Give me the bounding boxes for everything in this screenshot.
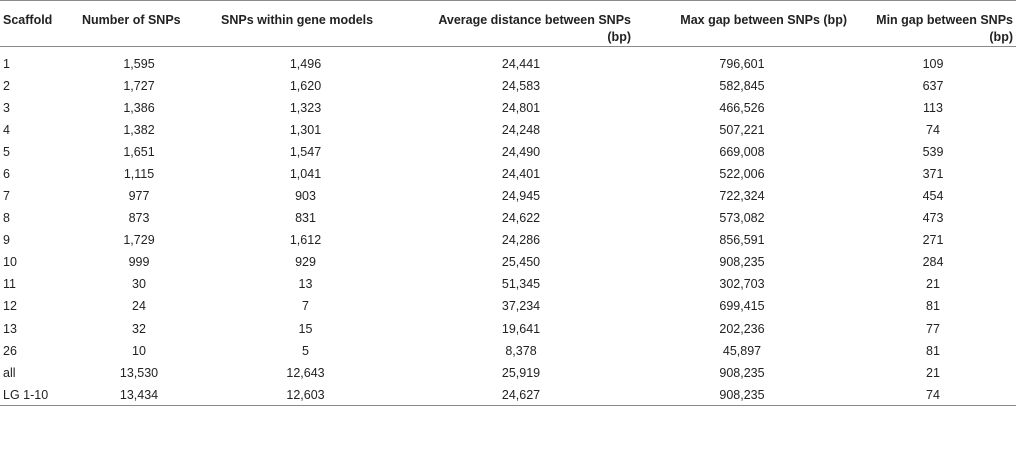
table-cell: 24,622 [501, 211, 541, 226]
table-cell: 1,612 [289, 233, 322, 248]
table-cell: 1,115 [123, 166, 155, 181]
table-row [0, 273, 1016, 295]
table-cell: 51,345 [501, 277, 541, 292]
table-cell: 522,006 [719, 166, 765, 181]
table-cell: 1,620 [289, 78, 322, 93]
table-cell: 908,235 [719, 255, 765, 270]
table-row [0, 362, 1016, 384]
table-body [0, 47, 1016, 406]
table-row [0, 340, 1016, 362]
table-row [0, 97, 1016, 119]
table-cell: 13 [298, 277, 313, 292]
table-cell: 473 [922, 211, 944, 226]
table-cell: 109 [922, 56, 944, 71]
table-cell: 26 [3, 343, 17, 358]
table-cell: 25,919 [501, 365, 541, 380]
table-cell: 24,583 [501, 78, 541, 93]
table-cell: 977 [128, 189, 150, 204]
table-cell: 466,526 [719, 100, 765, 115]
table-cell: 13 [3, 321, 17, 336]
table-row [0, 163, 1016, 185]
table-cell: all [3, 365, 16, 380]
table-cell: 271 [922, 233, 944, 248]
header-row [0, 1, 1016, 47]
table-cell: 539 [922, 144, 944, 159]
table-cell: 24,248 [501, 122, 541, 137]
table-cell: 202,236 [719, 321, 765, 336]
table-cell: 1,323 [289, 100, 322, 115]
table-cell: 1,651 [123, 144, 155, 159]
table-cell: 371 [922, 166, 944, 181]
table-cell: 856,591 [719, 233, 765, 248]
table-cell: 5 [302, 343, 309, 358]
table-row [0, 207, 1016, 229]
table-cell: 1,386 [123, 100, 155, 115]
header-average-distance: Average distance between SNPs (bp) [438, 13, 631, 44]
table-cell: 831 [295, 211, 316, 226]
table-cell: 1,496 [289, 56, 322, 71]
table-cell: 21 [926, 277, 940, 292]
table-cell: 9 [3, 233, 10, 248]
table-cell: 722,324 [719, 189, 765, 204]
table-cell: 45,897 [722, 343, 762, 358]
table-row [0, 185, 1016, 207]
header-max-gap: Max gap between SNPs (bp) [680, 13, 847, 27]
table-cell: 2 [3, 78, 10, 93]
table-cell: 1,595 [123, 56, 155, 71]
table-cell: 573,082 [719, 211, 765, 226]
table-cell: 1,301 [289, 122, 322, 137]
table-cell: 32 [132, 321, 146, 336]
table-cell: 908,235 [719, 365, 765, 380]
table-cell: 24,945 [501, 189, 541, 204]
table-cell: 24,286 [501, 233, 541, 248]
table-row [0, 119, 1016, 141]
table-cell: 81 [926, 299, 940, 314]
table-cell: 1,727 [123, 78, 155, 93]
table-cell: 908,235 [719, 387, 765, 402]
table-cell: 19,641 [501, 321, 541, 336]
table-cell: 669,008 [719, 144, 765, 159]
table-cell: 929 [295, 255, 316, 270]
table-cell: 637 [922, 78, 944, 93]
table-row [0, 75, 1016, 97]
table-cell: 24,627 [501, 387, 541, 402]
table-cell: 10 [132, 343, 146, 358]
table-cell: 8 [3, 211, 10, 226]
table-cell: 1,041 [289, 166, 322, 181]
table-row [0, 47, 1016, 75]
table-cell: 12,603 [286, 387, 325, 402]
table-cell: 1,382 [123, 122, 155, 137]
table-cell: 37,234 [501, 299, 541, 314]
table-cell: 4 [3, 122, 10, 137]
table-cell: 3 [3, 100, 10, 115]
header-snps-within-gene-models: SNPs within gene models [221, 13, 374, 27]
table-cell: 24,441 [501, 56, 541, 71]
table-cell: 999 [128, 255, 150, 270]
table-cell: 903 [295, 189, 316, 204]
table-cell: 74 [926, 122, 940, 137]
table-cell: 21 [926, 365, 940, 380]
table-cell: 582,845 [719, 78, 765, 93]
table-cell: 873 [128, 211, 150, 226]
table-cell: 25,450 [501, 255, 541, 270]
table-cell: 454 [922, 189, 944, 204]
table-cell: 699,415 [719, 299, 765, 314]
table-cell: 11 [3, 277, 16, 292]
table-cell: 24,801 [501, 100, 541, 115]
table-cell: 24,401 [501, 166, 541, 181]
table-cell: 1,729 [123, 233, 155, 248]
table-cell: 81 [926, 343, 940, 358]
table-cell: 6 [3, 166, 10, 181]
table-cell: 8,378 [505, 343, 537, 358]
table-cell: 507,221 [719, 122, 765, 137]
table-row [0, 318, 1016, 340]
table-cell: 796,601 [719, 56, 765, 71]
table-row [0, 229, 1016, 251]
header-number-of-snps: Number of SNPs [82, 13, 181, 27]
header-min-gap: Min gap between SNPs (bp) [876, 13, 1013, 44]
table-cell: 302,703 [719, 277, 765, 292]
table-cell: 7 [3, 189, 10, 204]
table-cell: 74 [926, 387, 940, 402]
table-cell: 24 [132, 299, 146, 314]
table-cell: 12 [3, 299, 17, 314]
table-row [0, 295, 1016, 317]
header-scaffold: Scaffold [3, 13, 53, 27]
table-cell: 24,490 [501, 144, 541, 159]
table-cell: 5 [3, 144, 10, 159]
table-cell: 1,547 [289, 144, 322, 159]
table-cell: 30 [132, 277, 146, 292]
table-header [0, 1, 1016, 47]
table-row [0, 141, 1016, 163]
table-cell: 10 [3, 255, 17, 270]
table-cell: 113 [923, 100, 943, 115]
table-cell: 13,434 [119, 387, 159, 402]
table-cell: 77 [926, 321, 940, 336]
table-cell: 13,530 [119, 365, 159, 380]
table-cell: 15 [298, 321, 313, 336]
table-cell: 12,643 [286, 365, 325, 380]
table-row [0, 384, 1016, 406]
table-cell: 1 [3, 56, 10, 71]
table-cell: LG 1-10 [3, 387, 49, 402]
table-cell: 284 [922, 255, 944, 270]
table-row [0, 251, 1016, 273]
table-cell: 7 [302, 299, 309, 314]
